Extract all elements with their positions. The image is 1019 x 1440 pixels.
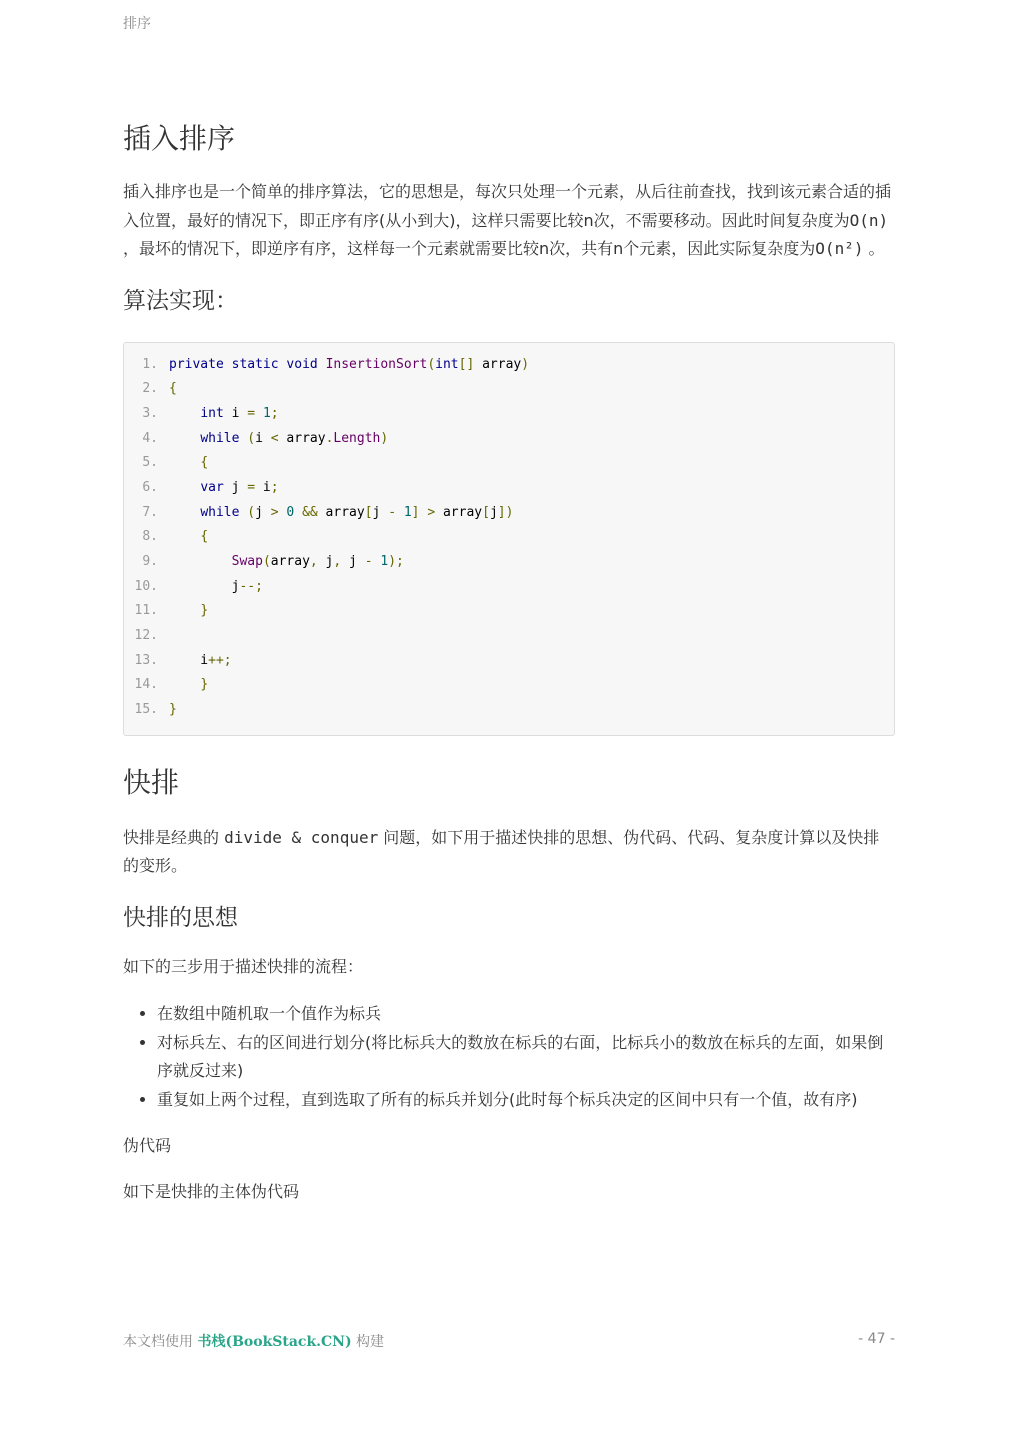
- paragraph-text: 。: [863, 239, 885, 258]
- code-token: j: [341, 554, 365, 569]
- code-token: j: [255, 504, 271, 520]
- insertion-sort-paragraph: [123, 178, 895, 264]
- code-token: j: [223, 479, 248, 495]
- quicksort-intro: [123, 824, 895, 881]
- code-token: ]): [497, 504, 514, 520]
- insertion-sort-heading: 插入排序: [123, 122, 236, 155]
- code-text: [169, 451, 208, 476]
- code-token: j: [169, 578, 240, 594]
- code-text: [169, 599, 208, 624]
- list-item: • 重复如上两个过程，直到选取了所有的标兵并划分(此时每个标兵决定的区间中只有一个值，故有序): [157, 1086, 895, 1115]
- code-token: .: [325, 430, 334, 446]
- code-token: ,: [333, 554, 342, 569]
- code-token: [169, 406, 200, 421]
- code-token: i: [255, 430, 271, 446]
- code-token: array: [278, 430, 326, 446]
- code-token: i: [255, 479, 271, 495]
- line-number: 6.: [142, 479, 158, 495]
- paragraph-text: ，最坏的情况下，即逆序有序，这样每一个元素就需要比较n次，共有n个元素，因此实际复杂度为: [123, 239, 816, 258]
- line-number: 11.: [134, 603, 158, 619]
- list-item: • 对标兵左、右的区间进行划分(将比标兵大的数放在标兵的右面，比标兵小的数放在标兵的左面，如果倒序就反过来): [157, 1029, 895, 1086]
- code-text: [169, 402, 279, 427]
- line-number: 4.: [142, 430, 158, 446]
- list-item: • 在数组中随机取一个值作为标兵: [157, 1000, 895, 1029]
- page-number: - 47 -: [858, 1331, 895, 1347]
- code-line: [124, 402, 894, 427]
- code-line: [124, 698, 894, 723]
- code-text: [169, 525, 208, 550]
- code-text: [169, 427, 388, 452]
- steps-intro: 如下的三步用于描述快排的流程：: [123, 956, 364, 976]
- code-token: ]: [411, 504, 420, 520]
- code-token: [294, 505, 302, 520]
- line-number: 8.: [142, 529, 158, 545]
- bookstack-link[interactable]: 书栈(BookStack.CN): [197, 1334, 352, 1350]
- line-number: 2.: [142, 381, 158, 397]
- code-text: [169, 649, 232, 674]
- code-token: );: [388, 554, 404, 569]
- paragraph-text: 问题，如下用于描述快排的思想、伪代码、代码、复杂度计算以及快排的变形。: [123, 827, 880, 876]
- code-token: }: [200, 677, 209, 693]
- line-number: 13.: [134, 652, 158, 668]
- code-line: [124, 599, 894, 624]
- code-token: =: [247, 479, 256, 495]
- line-number: 12.: [134, 628, 158, 644]
- code-text: [169, 575, 263, 600]
- quicksort-idea-heading: 快排的思想: [123, 904, 238, 931]
- code-token: [169, 431, 200, 446]
- page-content: [123, 118, 895, 1206]
- code-token: ,: [309, 554, 318, 569]
- code-block: [123, 342, 895, 736]
- code-token: while: [200, 430, 240, 446]
- code-token: }: [169, 702, 177, 718]
- line-number: 15.: [134, 702, 158, 718]
- inline-code: O(n): [849, 210, 889, 230]
- code-token: i: [223, 405, 248, 421]
- steps-list: [123, 1000, 895, 1114]
- code-token: [169, 529, 200, 544]
- code-token: [169, 505, 200, 520]
- code-line: [124, 451, 894, 476]
- code-token: [255, 406, 263, 421]
- footer-prefix: 本文档使用: [123, 1334, 198, 1350]
- code-token: [: [482, 504, 490, 520]
- code-line: [124, 377, 894, 402]
- code-line: [124, 550, 894, 575]
- line-number: 14.: [134, 677, 158, 693]
- code-token: int: [435, 356, 459, 372]
- code-text: [169, 501, 513, 526]
- code-token: (: [262, 554, 271, 569]
- code-line: [124, 649, 894, 674]
- code-token: var: [200, 479, 224, 495]
- code-token: (: [427, 356, 436, 372]
- code-token: [169, 455, 200, 470]
- code-token: int: [200, 405, 224, 421]
- line-number: 1.: [142, 356, 158, 372]
- line-number: 3.: [142, 405, 158, 421]
- code-text: [169, 353, 529, 378]
- code-text: [169, 698, 177, 723]
- code-token: 0: [286, 504, 295, 520]
- code-token: {: [200, 529, 209, 545]
- line-number: 7.: [142, 504, 158, 520]
- code-token: array: [317, 504, 365, 520]
- code-token: [169, 480, 200, 495]
- code-token: i: [169, 652, 209, 668]
- code-token: [169, 554, 232, 569]
- code-token: ): [380, 430, 389, 446]
- code-token: ;: [270, 405, 279, 421]
- code-token: [169, 603, 200, 618]
- footer-credit: [123, 1331, 384, 1351]
- pseudocode-intro: 如下是快排的主体伪代码: [123, 1181, 300, 1201]
- footer-suffix: 构建: [351, 1334, 385, 1350]
- code-token: 1: [262, 405, 271, 421]
- code-token: (: [247, 504, 256, 520]
- code-line: [124, 501, 894, 526]
- line-number: 5.: [142, 455, 158, 471]
- code-token: j: [372, 504, 389, 520]
- code-text: [169, 377, 177, 402]
- code-token: array: [270, 554, 310, 569]
- code-line: [124, 624, 894, 649]
- code-token: j: [489, 504, 498, 520]
- code-token: -: [364, 554, 373, 569]
- code-token: -: [388, 504, 397, 520]
- implementation-heading: 算法实现：: [123, 287, 238, 314]
- paragraph-text: 插入排序也是一个简单的排序算法，它的思想是，每次只处理一个元素，从后往前查找，找到该元素合适的插入位置，最好的情况下，即正序有序(从小到大)，这样只需要比较n次，不需要移动。因此时间复杂度为: [123, 182, 892, 230]
- line-number: 9.: [142, 554, 158, 569]
- paragraph-text: 快排是经典的: [123, 827, 225, 847]
- code-token: [: [364, 504, 373, 520]
- code-token: InsertionSort: [325, 356, 428, 372]
- code-token: }: [200, 603, 209, 619]
- code-token: Length: [333, 430, 381, 446]
- code-token: ;: [270, 479, 279, 495]
- code-line: [124, 525, 894, 550]
- code-line: [124, 476, 894, 501]
- code-token: []: [458, 356, 475, 372]
- inline-code: divide & conquer: [224, 827, 379, 847]
- line-number: 10.: [134, 578, 158, 594]
- code-token: =: [247, 405, 256, 421]
- code-token: [169, 677, 200, 692]
- running-header: 排序: [123, 16, 151, 32]
- code-line: [124, 575, 894, 600]
- code-token: j: [317, 554, 334, 569]
- code-line: [124, 673, 894, 698]
- code-text: [169, 550, 404, 575]
- quicksort-heading: 快排: [123, 765, 180, 799]
- code-token: &&: [302, 504, 318, 520]
- code-token: --;: [239, 578, 263, 594]
- code-token: {: [169, 381, 177, 397]
- code-token: 1: [403, 504, 412, 520]
- code-line: [124, 353, 894, 378]
- code-token: [396, 505, 404, 520]
- code-token: private: [169, 356, 224, 372]
- inline-code: O(n²): [815, 239, 864, 258]
- code-token: static: [231, 356, 279, 372]
- code-token: array: [435, 504, 483, 520]
- code-token: <: [270, 430, 279, 446]
- code-token: void: [286, 356, 318, 372]
- code-line: [124, 427, 894, 452]
- code-token: ): [521, 356, 530, 372]
- code-token: Swap: [231, 554, 263, 569]
- code-token: while: [200, 504, 240, 520]
- code-token: array: [474, 356, 522, 372]
- code-token: {: [200, 455, 209, 471]
- code-text: [169, 673, 208, 698]
- code-text: [169, 476, 279, 501]
- code-token: 1: [380, 554, 389, 569]
- code-token: (: [247, 430, 256, 446]
- pseudocode-label: 伪代码: [123, 1136, 172, 1156]
- code-token: [224, 357, 232, 372]
- code-token: >: [270, 504, 279, 520]
- page-footer: [123, 1331, 895, 1351]
- code-token: [318, 357, 326, 372]
- code-token: >: [427, 504, 436, 520]
- code-token: ++;: [208, 652, 232, 668]
